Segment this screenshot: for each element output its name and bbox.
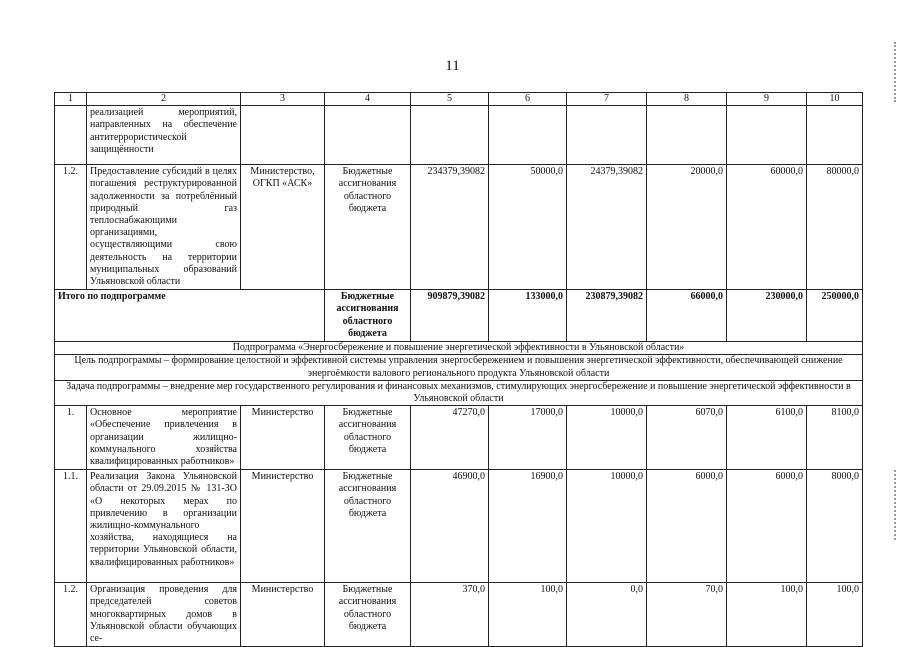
value-cell: 46900,0 <box>411 470 489 583</box>
value-cell: 80000,0 <box>807 165 863 290</box>
subprogram-task: Задача подпрограммы – внедрение мер государственного регулирования и финансовых механизмов, стимулирующих энергосбережение и повышение энергетической эффективности в Ульяновской области <box>55 380 863 405</box>
budget-table <box>54 92 863 647</box>
subprogram-task-row <box>55 380 863 405</box>
item-number <box>55 106 87 165</box>
col-number: 10 <box>807 93 863 106</box>
value-cell: 8100,0 <box>807 406 863 470</box>
item-funding-source: Бюджетные ассигнования областного бюджета <box>325 583 411 647</box>
value-cell <box>727 106 807 165</box>
value-cell: 8000,0 <box>807 470 863 583</box>
value-cell: 10000,0 <box>567 406 647 470</box>
item-executor: Министерство, ОГКП «АСК» <box>241 165 325 290</box>
col-number: 2 <box>87 93 241 106</box>
value-cell <box>647 106 727 165</box>
table-row <box>55 583 863 647</box>
table-row <box>55 470 863 583</box>
col-number: 9 <box>727 93 807 106</box>
value-cell: 60000,0 <box>727 165 807 290</box>
value-cell: 10000,0 <box>567 470 647 583</box>
value-cell <box>807 106 863 165</box>
value-cell: 47270,0 <box>411 406 489 470</box>
total-value-cell: 909879,39082 <box>411 290 489 342</box>
total-value-cell: 133000,0 <box>489 290 567 342</box>
value-cell: 70,0 <box>647 583 727 647</box>
value-cell <box>567 106 647 165</box>
item-executor <box>241 106 325 165</box>
value-cell: 6100,0 <box>727 406 807 470</box>
value-cell: 6000,0 <box>727 470 807 583</box>
subprogram-goal: Цель подпрограммы – формирование целостной и эффективной системы управления энергосбережением и повышения энергетической эффективности, обеспечивающей снижение энергоёмкости валового регионального продукта Ульяновской области <box>55 355 863 380</box>
item-number: 1.1. <box>55 470 87 583</box>
item-description: Организация проведения для председателей советов многоквартирных домов в Ульяновской области обучающих се- <box>87 583 241 647</box>
subprogram-total-row <box>55 290 863 342</box>
col-number: 6 <box>489 93 567 106</box>
page-number: 11 <box>445 58 460 74</box>
value-cell: 6070,0 <box>647 406 727 470</box>
item-description: Реализация Закона Ульяновской области от 29.09.2015 № 131-ЗО «О некоторых мерах по привлечению в организации жилищно-коммунального хозяйства, находящиеся на территории Ульяновской области, квалифицированных работников» <box>87 470 241 583</box>
col-number: 8 <box>647 93 727 106</box>
col-number: 5 <box>411 93 489 106</box>
item-funding-source: Бюджетные ассигнования областного бюджета <box>325 406 411 470</box>
total-value-cell: 66000,0 <box>647 290 727 342</box>
col-number: 3 <box>241 93 325 106</box>
value-cell: 24379,39082 <box>567 165 647 290</box>
col-number: 7 <box>567 93 647 106</box>
binding-holes-bottom <box>894 470 899 540</box>
total-value-cell: 230000,0 <box>727 290 807 342</box>
binding-holes-top <box>894 42 899 102</box>
value-cell <box>411 106 489 165</box>
table-row <box>55 165 863 290</box>
item-funding-source: Бюджетные ассигнования областного бюджета <box>325 165 411 290</box>
value-cell: 370,0 <box>411 583 489 647</box>
value-cell: 20000,0 <box>647 165 727 290</box>
item-number: 1. <box>55 406 87 470</box>
subprogram-goal-row <box>55 355 863 380</box>
value-cell: 100,0 <box>727 583 807 647</box>
total-value-cell: 230879,39082 <box>567 290 647 342</box>
value-cell: 6000,0 <box>647 470 727 583</box>
total-label: Итого по подпрограмме <box>55 290 325 342</box>
value-cell: 50000,0 <box>489 165 567 290</box>
value-cell: 100,0 <box>807 583 863 647</box>
table-row <box>55 106 863 165</box>
column-number-row <box>55 93 863 106</box>
value-cell: 17000,0 <box>489 406 567 470</box>
item-executor: Министерство <box>241 470 325 583</box>
table-row <box>55 406 863 470</box>
item-executor: Министерство <box>241 406 325 470</box>
item-description: Предоставление субсидий в целях погашения реструктурированной задолженности за потреблённый природный газ теплоснабжающими организациями, осуществляющими свою деятельность на территории муниципальных образований Ульяновской области <box>87 165 241 290</box>
item-funding-source: Бюджетные ассигнования областного бюджета <box>325 290 411 342</box>
value-cell: 16900,0 <box>489 470 567 583</box>
item-number: 1.2. <box>55 165 87 290</box>
item-number: 1.2. <box>55 583 87 647</box>
col-number: 1 <box>55 93 87 106</box>
subprogram-title-row <box>55 342 863 355</box>
item-executor: Министерство <box>241 583 325 647</box>
item-description: реализацией мероприятий, направленных на обеспечение антитеррористической защищённости <box>87 106 241 165</box>
item-description: Основное мероприятие «Обеспечение привлечения в организации жилищно-коммунального хозяйства квалифицированных работников» <box>87 406 241 470</box>
subprogram-title: Подпрограмма «Энергосбережение и повышение энергетической эффективности в Ульяновской области» <box>55 342 863 355</box>
item-funding-source: Бюджетные ассигнования областного бюджета <box>325 470 411 583</box>
item-funding-source <box>325 106 411 165</box>
value-cell: 100,0 <box>489 583 567 647</box>
value-cell <box>489 106 567 165</box>
value-cell: 0,0 <box>567 583 647 647</box>
value-cell: 234379,39082 <box>411 165 489 290</box>
col-number: 4 <box>325 93 411 106</box>
total-value-cell: 250000,0 <box>807 290 863 342</box>
